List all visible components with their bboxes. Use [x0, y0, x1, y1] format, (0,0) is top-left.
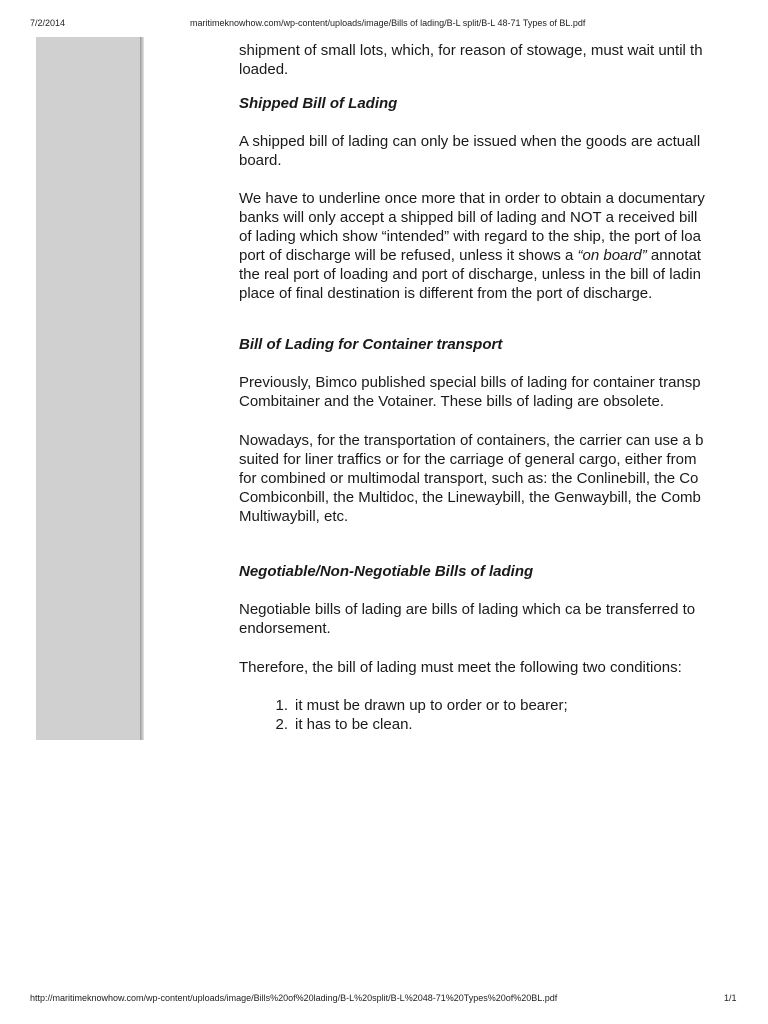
text-line: We have to underline once more that in order to obtain a documentary: [239, 190, 705, 207]
container-paragraph-1: [239, 373, 701, 411]
print-header-url: maritimeknowhow.com/wp-content/uploads/image/Bills of lading/B-L split/B-L 48-71 Types of BL.pdf: [190, 18, 586, 28]
continuation-paragraph: [239, 41, 703, 79]
text-line: for combined or multimodal transport, such as: the Conlinebill, the Co: [239, 470, 699, 487]
text-line: port of discharge will be refused, unless it shows a: [239, 247, 578, 264]
negotiable-paragraph-2: Therefore, the bill of lading must meet the following two conditions:: [239, 659, 682, 676]
text-line: endorsement.: [239, 620, 331, 637]
print-footer-url: http://maritimeknowhow.com/wp-content/uploads/image/Bills%20of%20lading/B-L%20split/B-L%2048-71%20Types%20of%20BL.pdf: [30, 993, 558, 1003]
text-line: board.: [239, 152, 282, 169]
text-line: suited for liner traffics or for the carriage of general cargo, either from: [239, 451, 697, 468]
text-line: shipment of small lots, which, for reason of stowage, must wait until th: [239, 42, 703, 59]
page-sidebar-panel: [36, 37, 140, 740]
list-text: it has to be clean.: [295, 716, 413, 733]
text-line: Combiconbill, the Multidoc, the Linewaybill, the Genwaybill, the Comb: [239, 489, 701, 506]
text-line: A shipped bill of lading can only be issued when the goods are actuall: [239, 133, 701, 150]
conditions-list: [239, 696, 568, 734]
text-line: Combitainer and the Votainer. These bills of lading are obsolete.: [239, 393, 664, 410]
shipped-paragraph-2: [239, 189, 705, 303]
print-date: 7/2/2014: [30, 18, 66, 28]
text-line: annotat: [646, 247, 701, 264]
negotiable-paragraph-1: [239, 600, 695, 638]
heading-negotiable-bills: Negotiable/Non-Negotiable Bills of lading: [239, 563, 534, 580]
list-number: 2.: [275, 716, 288, 733]
text-line: banks will only accept a shipped bill of lading and NOT a received bill: [239, 209, 698, 226]
on-board-phrase: “on board”: [577, 247, 647, 264]
text-line: Negotiable bills of lading are bills of lading which ca be transferred to: [239, 601, 696, 618]
text-line: loaded.: [239, 61, 289, 78]
text-line: Multiwaybill, etc.: [239, 508, 349, 525]
text-line: Previously, Bimco published special bills of lading for container transp: [239, 374, 701, 391]
container-paragraph-2: [239, 431, 703, 526]
text-line: of lading which show “intended” with regard to the ship, the port of loa: [239, 228, 701, 245]
shipped-paragraph-1: [239, 132, 700, 170]
heading-shipped-bill: Shipped Bill of Lading: [239, 95, 398, 112]
heading-container-transport: Bill of Lading for Container transport: [239, 336, 503, 353]
list-text: it must be drawn up to order or to bearer;: [295, 697, 568, 714]
text-line: the real port of loading and port of discharge, unless in the bill of ladin: [239, 266, 701, 283]
sidebar-shadow-edge: [140, 37, 144, 740]
text-line: place of final destination is different from the port of discharge.: [239, 285, 653, 302]
document-content: [239, 39, 735, 739]
list-item: [239, 715, 568, 734]
text-line: Nowadays, for the transportation of containers, the carrier can use a b: [239, 432, 704, 449]
list-item: [239, 696, 568, 715]
page-number: 1/1: [724, 993, 737, 1003]
list-number: 1.: [275, 697, 288, 714]
